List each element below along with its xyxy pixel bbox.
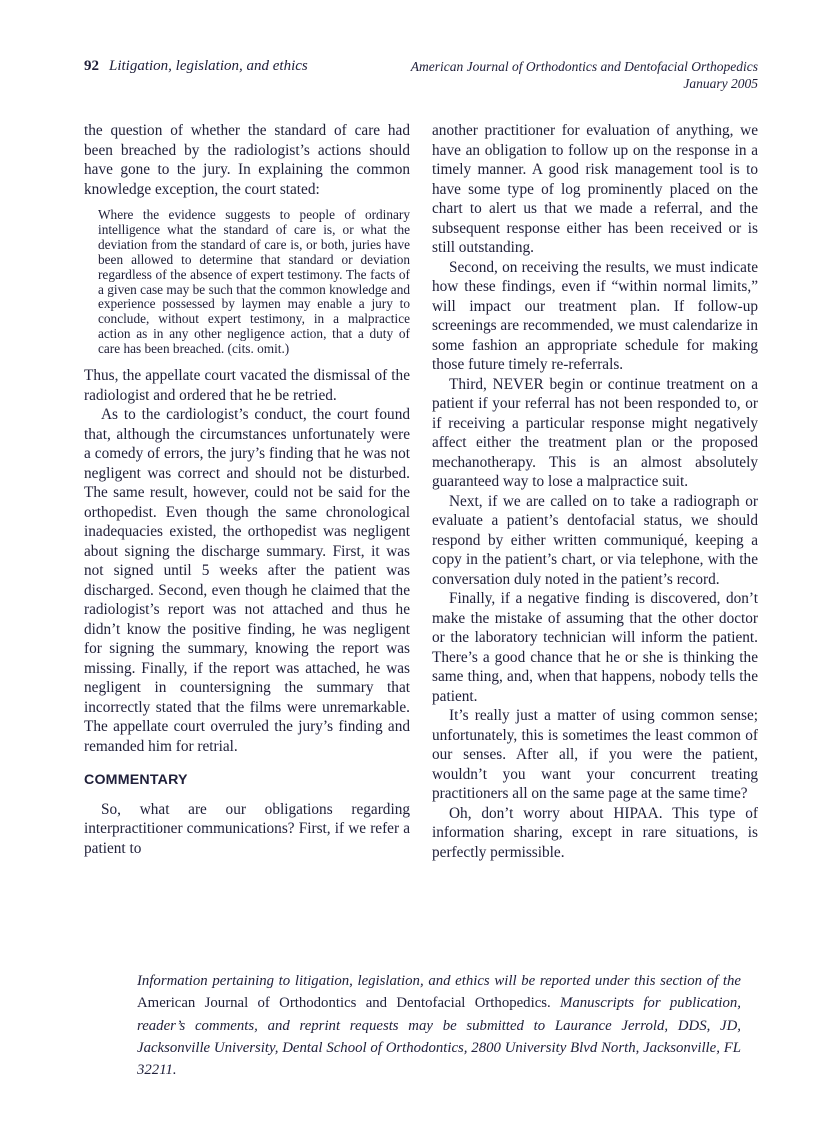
paragraph: Finally, if a negative finding is discovered, don’t make the mistake of assuming that the other doctor or the laboratory technician will inform the patient. There’s a good chance that he or she is thinking the same thing, and, when that happens, nobody tells the patient. [432, 590, 758, 705]
page-number: 92 [84, 58, 99, 74]
running-head-left [84, 58, 308, 75]
paragraph: another practitioner for evaluation of anything, we have an obligation to follow up on the response in a timely manner. A good risk management tool is to have some type of log prominently placed on the chart to alert us that we made a referral, and the subsequent response either has been received or is still outstanding. [432, 122, 758, 256]
issue-date: January 2005 [683, 76, 758, 91]
paragraph: the question of whether the standard of care had been breached by the radiologist’s actions should have gone to the jury. In explaining the common knowledge exception, the court stated: [84, 122, 410, 198]
paragraph: Second, on receiving the results, we must indicate how these findings, even if “within normal limits,” will impact our treatment plan. If follow-up screenings are recommended, we must calendarize in some fashion an appropriate schedule for making those future timely re-referrals. [432, 258, 758, 373]
court-block-quote: Where the evidence suggests to people of ordinary intelligence what the standard of care is, or what the deviation from the standard of care is, or both, juries have been allowed to determine that standard or deviation regardless of the absence of expert testimony. The facts of a given case may be such that the common knowledge and experience possessed by laymen may enable a jury to conclude, without expert testimony, in a malpractice action as in any other negligence action, that a duty of care has been breached. (cits. omit.) [98, 207, 410, 357]
paragraph: It’s really just a matter of using common sense; unfortunately, this is sometimes the least common of our senses. After all, if you were the patient, wouldn’t you want your concurrent treating practitioners all on the same page at the same time? [432, 707, 758, 802]
article-body [84, 121, 758, 862]
paragraph: Oh, don’t worry about HIPAA. This type of information sharing, except in rare situations, is perfectly permissible. [432, 804, 758, 861]
journal-name: American Journal of Orthodontics and Dentofacial Orthopedics [410, 59, 758, 74]
left-column [84, 121, 410, 862]
footer-italic-lead: Information pertaining to litigation, legislation, and ethics will be reported under this section of the [137, 973, 741, 989]
commentary-heading: COMMENTARY [84, 772, 188, 789]
running-head [84, 58, 758, 92]
right-column [432, 121, 758, 862]
paragraph: As to the cardiologist’s conduct, the court found that, although the circumstances unfortunately were a comedy of errors, the jury’s finding that he was not negligent was correct and should not be disturbed. The same result, however, could not be said for the orthopedist. Even though the same chronological inadequacies existed, the orthopedist was negligent about signing the discharge summary. First, it was not signed until 5 weeks after the patient was discharged. Second, even though he claimed that the radiologist’s report was not attached and thus he didn’t know the positive finding, he was negligent for signing the summary, knowing the report was missing. Finally, if the report was attached, he was negligent in countersigning the summary that incorrectly stated that the films were unremarkable. The appellate court overruled the jury’s finding and remanded him for retrial. [84, 406, 410, 755]
paragraph: Thus, the appellate court vacated the dismissal of the radiologist and ordered that he be retried. [84, 367, 410, 404]
paragraph: Next, if we are called on to take a radiograph or evaluate a patient’s dentofacial status, we should respond by either written communiqué, keeping a copy in the patient’s chart, or via telephone, with the conversation duly noted in the patient’s record. [432, 492, 758, 588]
section-information-note [137, 970, 741, 1081]
footer-journal-name: American Journal of Orthodontics and Dentofacial Orthopedics. [137, 995, 561, 1012]
footer-italic-rest: Manuscripts for publication, reader’s comments, and reprint requests may be submitted to Laurance Jerrold, DDS, JD, Jacksonville University, Dental School of Orthodontics, 2800 University Blvd North, Jacksonville, FL 32211. [137, 995, 741, 1079]
paragraph: So, what are our obligations regarding interpractitioner communications? First, if we refer a patient to [84, 800, 410, 857]
section-title: Litigation, legislation, and ethics [109, 58, 308, 74]
paragraph: Third, NEVER begin or continue treatment on a patient if your referral has not been responded to, or if receiving a particular response might negatively affect either the treatment plan or the proposed mechanotherapy. This is an almost absolutely guaranteed way to lose a malpractice suit. [432, 375, 758, 490]
running-head-right [411, 58, 758, 92]
